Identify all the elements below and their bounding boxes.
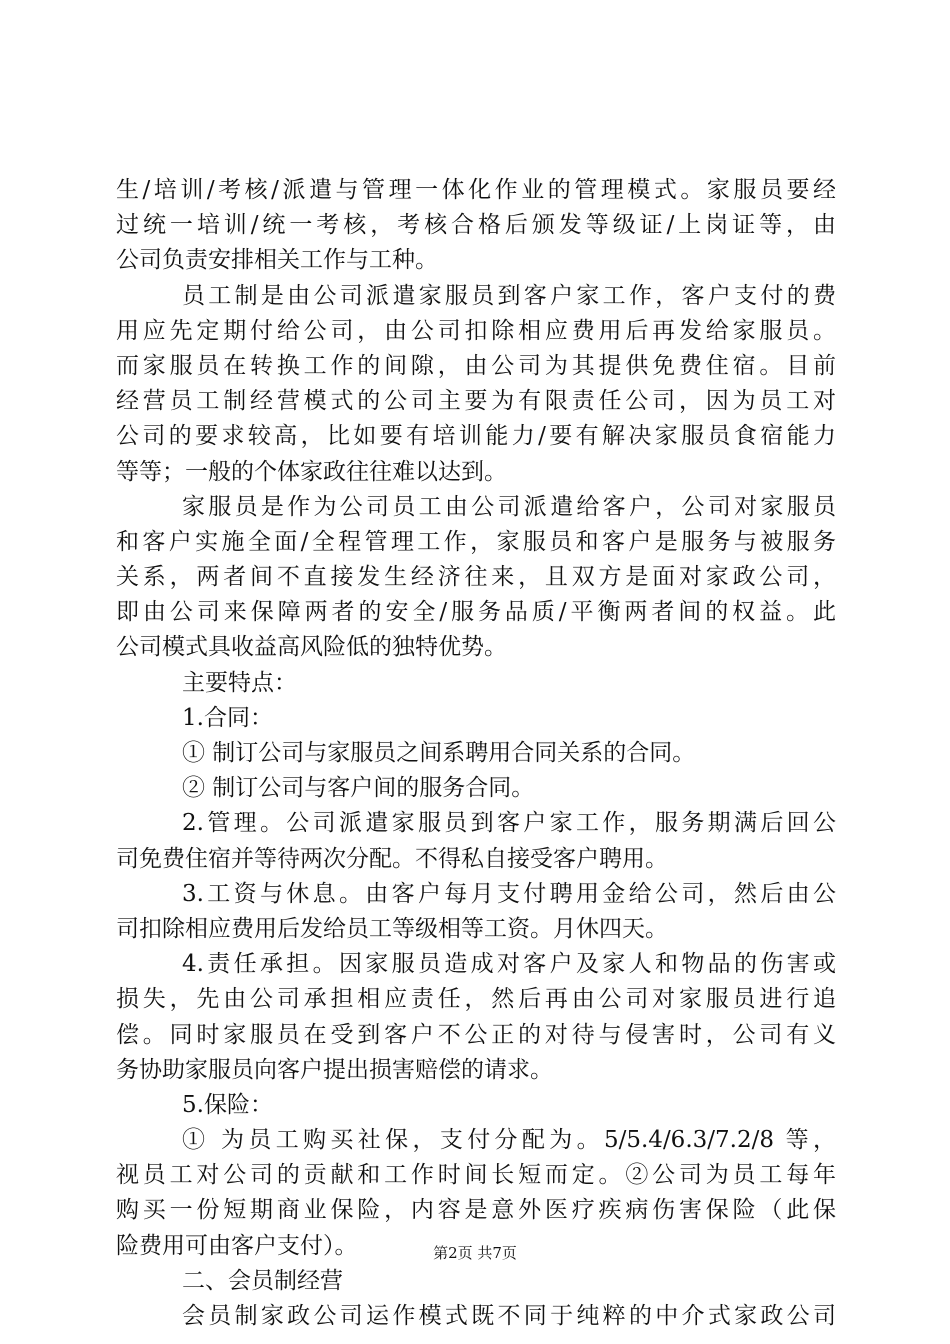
text-line: 损失，先由公司承担相应责任，然后再由公司对家服员进行追: [116, 986, 836, 1013]
body-text: [116, 173, 836, 1334]
text-line: 公司的要求较高，比如要有培训能力/要有解决家服员食宿能力: [116, 423, 836, 450]
text-line: 2.管理。公司派遣家服员到客户家工作，服务期满后回公: [182, 810, 836, 837]
section-heading: 二、会员制经营: [182, 1267, 343, 1294]
text-line: 员工制是由公司派遣家服员到客户家工作，客户支付的费: [182, 282, 836, 309]
text-line: 司免费住宿并等待两次分配。不得私自接受客户聘用。: [116, 845, 668, 872]
text-line: 偿。同时家服员在受到客户不公正的对待与侵害时，公司有义: [116, 1021, 836, 1048]
text-line: 购买一份短期商业保险，内容是意外医疗疾病伤害保险（此保: [116, 1197, 836, 1224]
text-line: 用应先定期付给公司，由公司扣除相应费用后再发给家服员。: [116, 317, 836, 344]
text-line: 4.责任承担。因家服员造成对客户及家人和物品的伤害或: [182, 951, 836, 978]
text-line: 务协助家服员向客户提出损害赔偿的请求。: [116, 1056, 553, 1083]
text-line: ① 为员工购买社保，支付分配为。5/5.4/6.3/7.2/8 等，: [182, 1127, 836, 1154]
text-line: 生/培训/考核/派遣与管理一体化作业的管理模式。家服员要经: [116, 177, 836, 203]
text-line: 过统一培训/统一考核，考核合格后颁发等级证/上岗证等，由: [116, 212, 836, 239]
text-line: 3.工资与休息。由客户每月支付聘用金给公司，然后由公: [182, 880, 836, 907]
text-line: 公司模式具收益高风险低的独特优势。: [116, 634, 507, 661]
text-line: 险费用可由客户支付）。: [116, 1232, 358, 1259]
section-heading: 主要特点：: [182, 669, 297, 696]
text-line: 关系，两者间不直接发生经济往来，且双方是面对家政公司，: [116, 564, 836, 591]
text-line: 家服员是作为公司员工由公司派遣给客户，公司对家服员: [182, 493, 836, 520]
list-item: ② 制订公司与客户间的服务合同。: [182, 775, 535, 802]
list-heading: 1.合同：: [182, 704, 273, 731]
text-line: 和客户实施全面/全程管理工作，家服员和客户是服务与被服务: [116, 528, 836, 555]
list-item: ① 制订公司与家服员之间系聘用合同关系的合同。: [182, 740, 696, 766]
text-line: 视员工对公司的贡献和工作时间长短而定。②公司为员工每年: [116, 1162, 836, 1189]
text-line: 经营员工制经营模式的公司主要为有限责任公司，因为员工对: [116, 388, 836, 415]
text-line: 公司负责安排相关工作与工种。: [116, 247, 438, 274]
text-line: 等等；一般的个体家政往往难以达到。: [116, 458, 507, 485]
text-line: 即由公司来保障两者的安全/服务品质/平衡两者间的权益。此: [116, 599, 836, 626]
page-footer: 第2页 共7页: [433, 1244, 517, 1262]
text-line: 司扣除相应费用后发给员工等级相等工资。月休四天。: [116, 915, 668, 942]
list-heading: 5.保险：: [182, 1091, 273, 1118]
text-line: 而家服员在转换工作的间隙，由公司为其提供免费住宿。目前: [116, 352, 836, 379]
text-line: 会员制家政公司运作模式既不同于纯粹的中介式家政公司: [182, 1303, 836, 1329]
